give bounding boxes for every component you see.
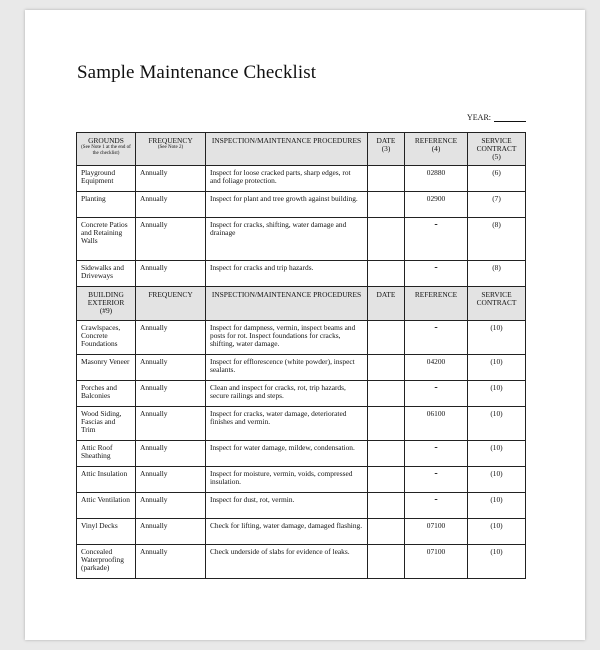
row-service-contract: (10): [468, 467, 526, 493]
row-frequency: Annually: [136, 493, 206, 519]
row-item: Wood Siding, Fascias and Trim: [77, 407, 136, 441]
row-date-blank: [368, 218, 405, 261]
row-frequency: Annually: [136, 519, 206, 545]
row-reference: 02880: [405, 166, 468, 192]
row-frequency: Annually: [136, 355, 206, 381]
row-item: Attic Ventilation: [77, 493, 136, 519]
header-date-note: (3): [381, 144, 391, 153]
row-reference: -: [405, 218, 468, 261]
header-reference-2: REFERENCE: [405, 287, 468, 321]
row-reference: -: [405, 321, 468, 355]
table-row: [77, 166, 526, 192]
table-row: [77, 519, 526, 545]
header-grounds-label: GROUNDS: [88, 136, 124, 145]
row-item: Concealed Waterproofing (parkade): [77, 545, 136, 579]
table-row: [77, 467, 526, 493]
row-frequency: Annually: [136, 467, 206, 493]
row-reference: -: [405, 381, 468, 407]
row-item: Concrete Patios and Retaining Walls: [77, 218, 136, 261]
row-reference: 06100: [405, 407, 468, 441]
row-service-contract: (10): [468, 407, 526, 441]
row-item: Masonry Veneer: [77, 355, 136, 381]
header-date-label: DATE: [376, 136, 396, 145]
row-reference: 02900: [405, 192, 468, 218]
row-procedure: Check for lifting, water damage, damaged flashing.: [206, 519, 368, 545]
row-date-blank: [368, 381, 405, 407]
table-row: [77, 261, 526, 287]
row-procedure: Inspect for cracks and trip hazards.: [206, 261, 368, 287]
checklist-table: [76, 132, 526, 579]
header-frequency-2: FREQUENCY: [136, 287, 206, 321]
row-item: Sidewalks and Driveways: [77, 261, 136, 287]
row-procedure: Inspect for moisture, vermin, voids, compressed insulation.: [206, 467, 368, 493]
table-row: [77, 192, 526, 218]
header-service-contract-2: SERVICE CONTRACT: [468, 287, 526, 321]
row-service-contract: (10): [468, 545, 526, 579]
row-reference: -: [405, 467, 468, 493]
row-procedure: Inspect for cracks, shifting, water damage and drainage: [206, 218, 368, 261]
row-service-contract: (10): [468, 355, 526, 381]
header-date: [368, 133, 405, 166]
row-date-blank: [368, 441, 405, 467]
row-service-contract: (10): [468, 381, 526, 407]
row-frequency: Annually: [136, 218, 206, 261]
year-field: [467, 113, 526, 122]
row-procedure: Inspect for cracks, water damage, deteriorated finishes and vermin.: [206, 407, 368, 441]
table-row: [77, 218, 526, 261]
row-service-contract: (8): [468, 218, 526, 261]
grounds-header-row: [77, 133, 526, 166]
row-date-blank: [368, 355, 405, 381]
row-reference: -: [405, 261, 468, 287]
row-date-blank: [368, 467, 405, 493]
row-date-blank: [368, 261, 405, 287]
row-frequency: Annually: [136, 381, 206, 407]
row-frequency: Annually: [136, 545, 206, 579]
row-procedure: Inspect for dust, rot, vermin.: [206, 493, 368, 519]
header-reference-label: REFERENCE: [414, 136, 458, 145]
row-item: Attic Insulation: [77, 467, 136, 493]
row-procedure: Inspect for loose cracked parts, sharp edges, rot and foliage protection.: [206, 166, 368, 192]
header-reference: [405, 133, 468, 166]
row-date-blank: [368, 192, 405, 218]
row-reference: -: [405, 493, 468, 519]
row-reference: 07100: [405, 519, 468, 545]
header-frequency-note: (See Note 2): [157, 145, 184, 150]
row-item: Crawlspaces, Concrete Foundations: [77, 321, 136, 355]
year-label: YEAR:: [467, 113, 491, 122]
header-procedures-label: INSPECTION/MAINTENANCE PROCEDURES: [211, 136, 362, 145]
header-grounds: [77, 133, 136, 166]
row-date-blank: [368, 519, 405, 545]
row-reference: 04200: [405, 355, 468, 381]
row-service-contract: (8): [468, 261, 526, 287]
table-row: [77, 321, 526, 355]
header-date-2: DATE: [368, 287, 405, 321]
row-procedure: Check underside of slabs for evidence of leaks.: [206, 545, 368, 579]
row-date-blank: [368, 407, 405, 441]
row-procedure: Clean and inspect for cracks, rot, trip hazards, secure railings and steps.: [206, 381, 368, 407]
row-date-blank: [368, 321, 405, 355]
table-row: [77, 355, 526, 381]
header-reference-note: (4): [431, 144, 441, 153]
year-blank-line: [494, 113, 526, 122]
row-service-contract: (7): [468, 192, 526, 218]
exterior-header-row: [77, 287, 526, 321]
header-grounds-note: (See Note 1 at the end of the checklist): [81, 145, 131, 156]
row-item: Planting: [77, 192, 136, 218]
table-row: [77, 407, 526, 441]
header-procedures: [206, 133, 368, 166]
row-frequency: Annually: [136, 261, 206, 287]
row-procedure: Inspect for water damage, mildew, condensation.: [206, 441, 368, 467]
row-service-contract: (10): [468, 321, 526, 355]
row-item: Porches and Balconies: [77, 381, 136, 407]
row-procedure: Inspect for efflorescence (white powder), inspect sealants.: [206, 355, 368, 381]
table-row: [77, 381, 526, 407]
row-date-blank: [368, 545, 405, 579]
row-frequency: Annually: [136, 192, 206, 218]
row-date-blank: [368, 493, 405, 519]
row-procedure: Inspect for plant and tree growth against building.: [206, 192, 368, 218]
header-procedures-2: INSPECTION/MAINTENANCE PROCEDURES: [206, 287, 368, 321]
row-reference: 07100: [405, 545, 468, 579]
header-service-contract-label: SERVICE CONTRACT: [476, 136, 517, 153]
document-page: [25, 10, 585, 640]
row-frequency: Annually: [136, 441, 206, 467]
row-service-contract: (6): [468, 166, 526, 192]
row-service-contract: (10): [468, 493, 526, 519]
row-procedure: Inspect for dampness, vermin, inspect beams and posts for rot. Inspect foundations for cracks, shifting, water damage.: [206, 321, 368, 355]
row-date-blank: [368, 166, 405, 192]
row-reference: -: [405, 441, 468, 467]
row-frequency: Annually: [136, 407, 206, 441]
row-service-contract: (10): [468, 519, 526, 545]
row-item: Vinyl Decks: [77, 519, 136, 545]
row-item: Attic Roof Sheathing: [77, 441, 136, 467]
row-service-contract: (10): [468, 441, 526, 467]
row-item: Playground Equipment: [77, 166, 136, 192]
table-row: [77, 545, 526, 579]
row-frequency: Annually: [136, 166, 206, 192]
header-service-contract-note: (5): [492, 152, 501, 161]
header-service-contract: [468, 133, 526, 166]
row-frequency: Annually: [136, 321, 206, 355]
table-row: [77, 493, 526, 519]
header-frequency: [136, 133, 206, 166]
table-row: [77, 441, 526, 467]
header-building-exterior: BUILDING EXTERIOR (#9): [77, 287, 136, 321]
header-frequency-label: FREQUENCY: [148, 136, 193, 145]
page-title: Sample Maintenance Checklist: [77, 62, 317, 83]
